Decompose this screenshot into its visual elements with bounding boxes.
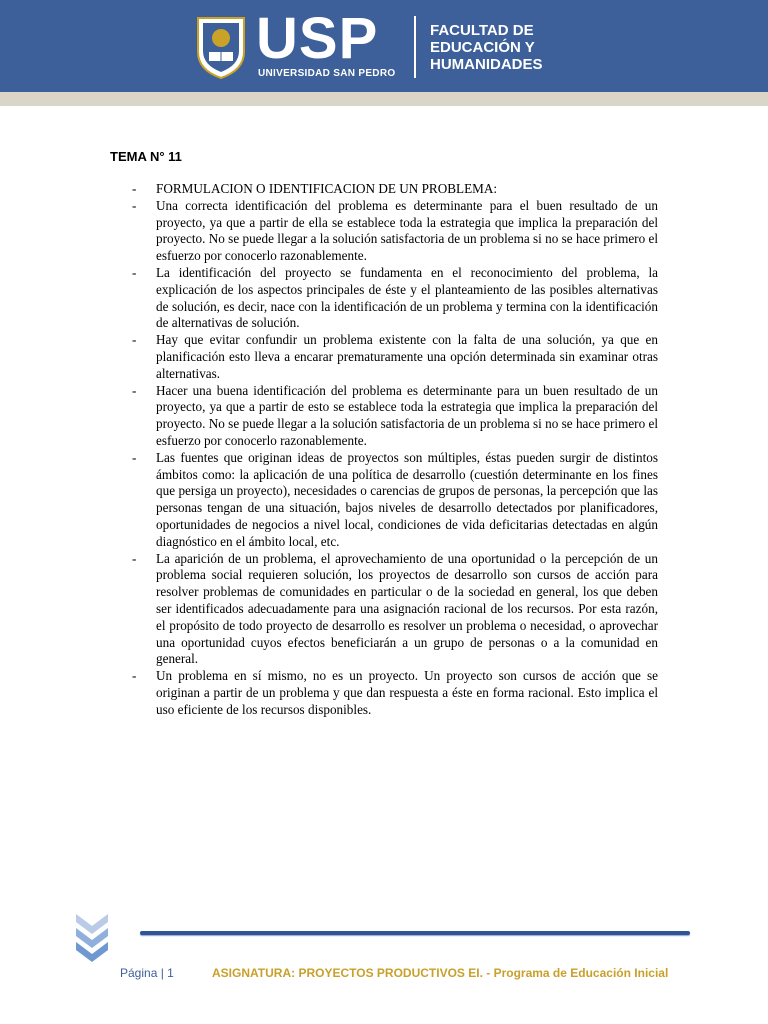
list-item: - Un problema en sí mismo, no es un proyecto. Un proyecto son cursos de acción que se originan a partir de un problema y que dan respuesta a éste en forma racional. Esto implica el uso eficiente de los recursos disponibles. [130,668,658,718]
logo-wordmark: USP [256,6,379,71]
header-banner [0,0,768,92]
faculty-line: FACULTAD DE [430,22,534,39]
faculty-name [430,22,543,73]
list-item: - Las fuentes que originan ideas de proyectos son múltiples, éstas pueden surgir de distintos ámbitos como: la aplicación de una política de desarrollo (cuestión determinante en los fines que persiga un proyecto), necesidades o carencias de grupos de personas, la percepción que las personas tengan de una situación, bajos niveles de desarrollo detectados por planificadores, oportunidades de negocios a nivel local, condiciones de vida deficitarias detectadas en algún diagnóstico en el ámbito local, etc. [130,450,658,551]
list-item: - Hay que evitar confundir un problema existente con la falta de una solución, ya que en planificación esto lleva a encarar prematuramente una opción determinada sin examinar otras alternativas. [130,332,658,382]
list-item: - Hacer una buena identificación del problema es determinante para un buen resultado de un proyecto, ya que a partir de esto se establece toda la estrategia que implica la preparación del proyecto. No se puede llegar a la solución satisfactoria de un problema si no se hace primero el esfuerzo por conocerlo razonablemente. [130,383,658,450]
logo-divider [414,16,416,78]
footer-divider [140,931,690,935]
header-strip [0,92,768,106]
university-name: UNIVERSIDAD SAN PEDRO [258,68,396,79]
content-list [130,181,658,719]
university-crest-icon [194,14,248,80]
chevron-down-icon [74,910,110,964]
page-number: Página | 1 [120,966,174,980]
course-title: ASIGNATURA: PROYECTOS PRODUCTIVOS EI. - Programa de Educación Inicial [212,966,669,980]
list-item: - La aparición de un problema, el aprovechamiento de una oportunidad o la percepción de un problema social requieren solución, los proyectos de desarrollo son cursos de acción para resolver problemas de comunidades en particular o de la sociedad en general, los que deben ser identificados adecuadamente para una asignación racional de los recursos. Por esta razón, el propósito de todo proyecto de desarrollo es resolver un problema o necesidad, o aprovechar una oportunidad cuyos efectos beneficiarán a un grupo de personas o a la comunidad en general. [130,551,658,669]
faculty-line: HUMANIDADES [430,56,543,73]
list-item: - Una correcta identificación del problema es determinante para el buen resultado de un proyecto, ya que a partir de ella se establece toda la estrategia que implica la preparación del proyecto. No se puede llegar a la solución satisfactoria de un problema si no se hace primero el esfuerzo por conocerlo razonablemente. [130,198,658,265]
list-item: - La identificación del proyecto se fundamenta en el reconocimiento del problema, la explicación de los aspectos principales de éste y el planteamiento de las posibles alternativas de solución, es decir, nace con la identificación de un problema y termina con la identificación de alternativas de solución. [130,265,658,332]
list-item: - FORMULACION O IDENTIFICACION DE UN PROBLEMA: [130,181,658,198]
faculty-line: EDUCACIÓN Y [430,39,535,56]
page-title: TEMA N° 11 [110,149,182,164]
